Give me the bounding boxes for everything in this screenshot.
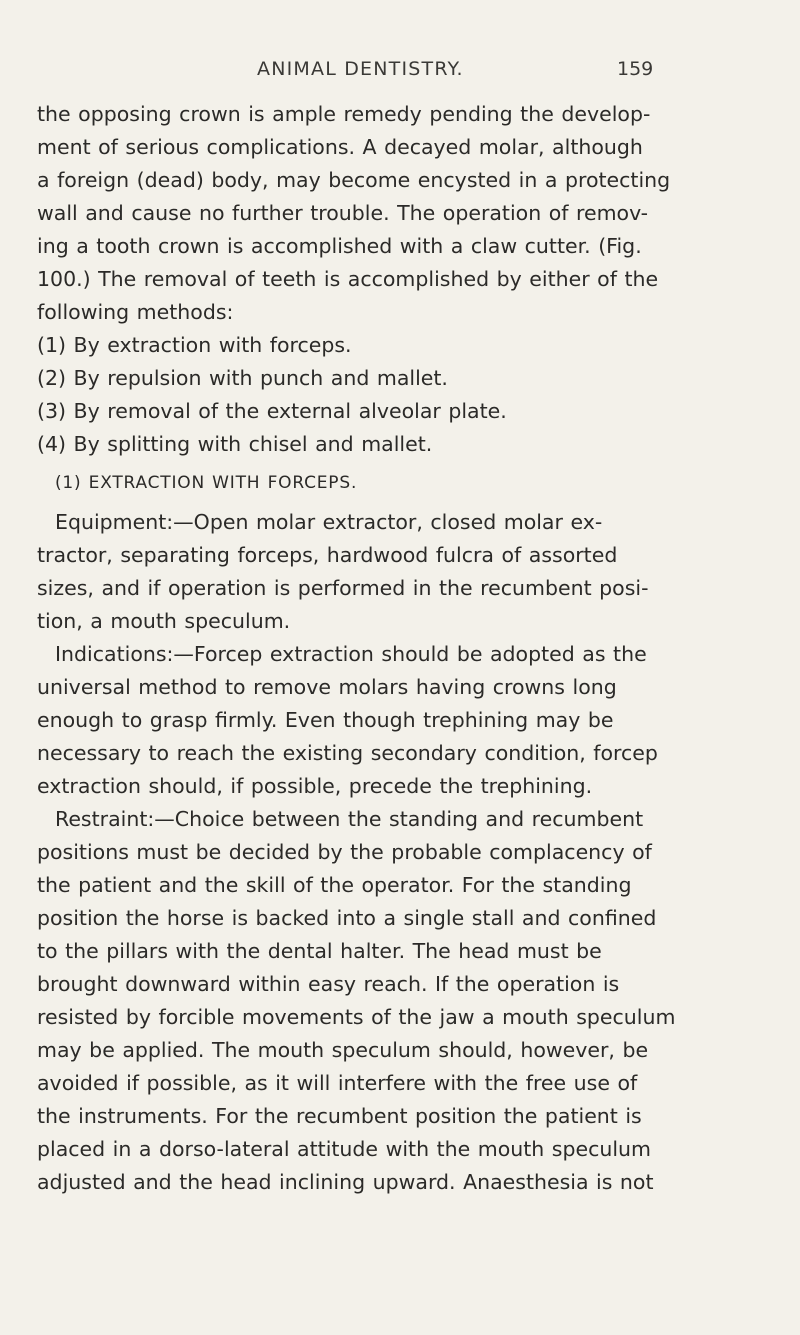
text-line: ment of serious complications. A decayed molar, although (37, 135, 643, 159)
text-line: universal method to remove molars having crowns long (37, 675, 617, 699)
text-line: extraction should, if possible, precede the trephining. (37, 774, 593, 798)
text-line: a foreign (dead) body, may become encysted in a protecting (37, 168, 671, 192)
text-line: the instruments. For the recumbent position the patient is (37, 1104, 642, 1128)
text-line: tractor, separating forceps, hardwood fulcra of assorted (37, 543, 618, 567)
text-line: enough to grasp firmly. Even though trephining may be (37, 708, 614, 732)
text-line: ing a tooth crown is accomplished with a claw cutter. (Fig. (37, 234, 642, 258)
text-line: the opposing crown is ample remedy pending the develop- (37, 102, 651, 126)
page-header (0, 58, 800, 88)
text-line: position the horse is backed into a single stall and confined (37, 906, 657, 930)
text-line: to the pillars with the dental halter. The head must be (37, 939, 602, 963)
text-line: brought downward within easy reach. If the operation is (37, 972, 620, 996)
text-line: positions must be decided by the probable complacency of (37, 840, 652, 864)
text-line: adjusted and the head inclining upward. Anaesthesia is not (37, 1170, 654, 1194)
text-line: Equipment:—Open molar extractor, closed molar ex- (55, 510, 603, 534)
text-line: 100.) The removal of teeth is accomplished by either of the (37, 267, 659, 291)
text-line: sizes, and if operation is performed in the recumbent posi- (37, 576, 649, 600)
text-line: the patient and the skill of the operator. For the standing (37, 873, 632, 897)
page-number: 159 (617, 58, 654, 80)
running-head: ANIMAL DENTISTRY. (257, 58, 464, 80)
list-item: (3) By removal of the external alveolar plate. (37, 399, 507, 423)
list-item: (2) By repulsion with punch and mallet. (37, 366, 448, 390)
text-line: placed in a dorso-lateral attitude with the mouth speculum (37, 1137, 652, 1161)
text-line: resisted by forcible movements of the jaw a mouth speculum (37, 1005, 676, 1029)
text-line: avoided if possible, as it will interfere with the free use of (37, 1071, 638, 1095)
text-line: following methods: (37, 300, 234, 324)
text-line: necessary to reach the existing secondary condition, forcep (37, 741, 658, 765)
text-line: may be applied. The mouth speculum should, however, be (37, 1038, 649, 1062)
text-line: Indications:—Forcep extraction should be adopted as the (55, 642, 647, 666)
text-line: Restraint:—Choice between the standing and recumbent (55, 807, 644, 831)
list-item: (4) By splitting with chisel and mallet. (37, 432, 433, 456)
section-heading: (1) EXTRACTION WITH FORCEPS. (55, 473, 358, 493)
text-line: tion, a mouth speculum. (37, 609, 291, 633)
list-item: (1) By extraction with forceps. (37, 333, 352, 357)
text-line: wall and cause no further trouble. The operation of remov- (37, 201, 649, 225)
